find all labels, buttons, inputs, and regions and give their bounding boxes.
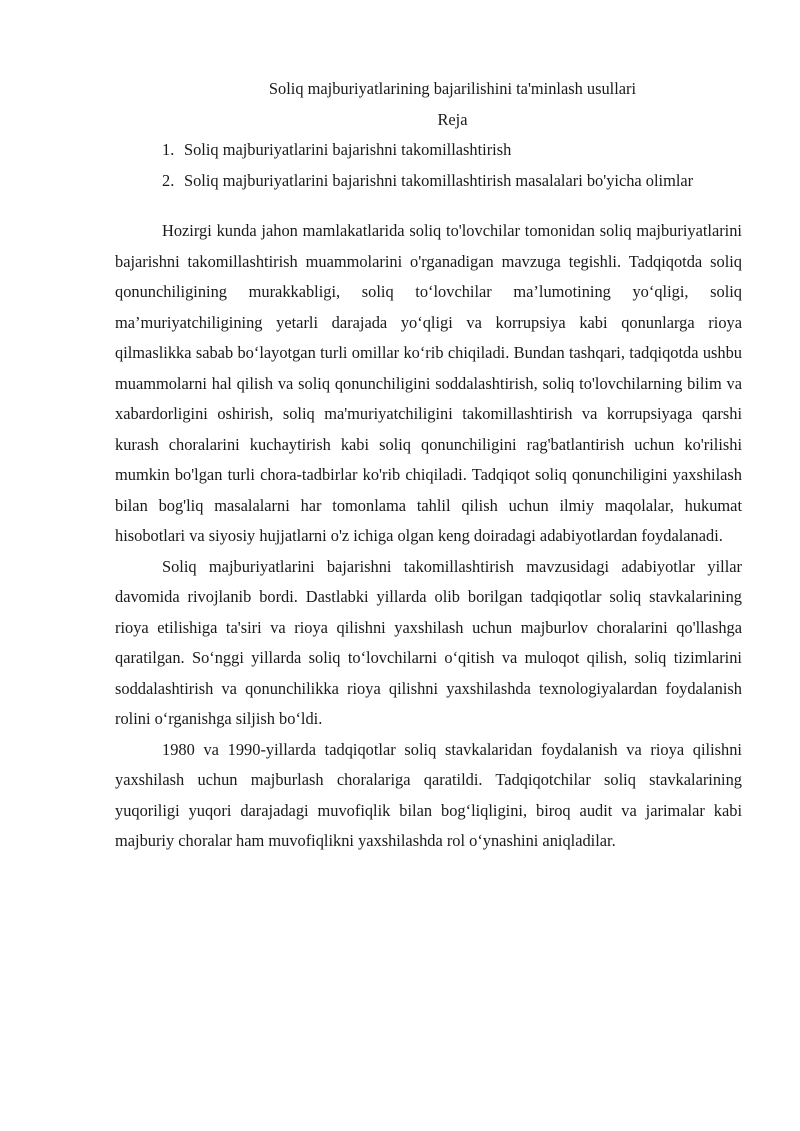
plan-item-text: Soliq majburiyatlarini bajarishni takomillashtirish <box>184 140 512 159</box>
plan-item-text: Soliq majburiyatlarini bajarishni takomillashtirish masalalari bo'yicha olimlar <box>184 170 694 190</box>
body-paragraph: Hozirgi kunda jahon mamlakatlarida soliq to'lovchilar tomonidan soliq majburiyatlarini bajarishni takomillashtirish muammolarini o'rganadigan mavzuga tegishli. Tadqiqotda soliq qonunchiligining murakkabligi, soliq to‘lovchilar ma’lumotining yo‘qligi, soliq ma’muriyatchiligining yetarli darajada yo‘qligi va korrupsiya kabi qonunlarga rioya qilmaslikka sabab bo‘layotgan turli omillar ko‘rib chiqiladi. Bundan tashqari, tadqiqotda ushbu muammolarni hal qilish va soliq qonunchiligini soddalashtirish, soliq to'lovchilarning bilim va xabardorligini oshirish, soliq ma'muriyatchiligini takomillashtirish va korrupsiyaga qarshi kurash choralarini kuchaytirish kabi soliq qonunchiligini rag'batlantirish uchun ko'rilishi mumkin bo'lgan turli chora-tadbirlar ko'rib chiqiladi. Tadqiqot soliq qonunchiligini yaxshilash bilan bog'liq masalalarni har tomonlama tahlil qilish uchun ilmiy maqolalar, hukumat hisobotlari va siyosiy hujjatlarni o'z ichiga olgan keng doiradagi adabiyotlardan foydalanadi. <box>115 221 742 545</box>
plan-heading: Reja <box>437 109 468 129</box>
plan-list <box>115 135 742 196</box>
plan-item <box>162 166 742 197</box>
section-spacer <box>115 196 742 216</box>
body-paragraph: 1980 va 1990-yillarda tadqiqotlar soliq stavkalaridan foydalanish va rioya qilishni yaxshilash uchun majburlash choralariga qaratildi. Tadqiqotchilar soliq stavkalarining yuqoriligi yuqori darajadagi muvofiqlik bilan bog‘liqligini, biroq audit va jarimalar kabi majburiy choralar ham muvofiqlikni yaxshilashda rol o‘ynashini aniqladilar. <box>115 739 742 850</box>
plan-item-number: 2. <box>162 170 175 190</box>
body-paragraph: Soliq majburiyatlarini bajarishni takomillashtirish mavzusidagi adabiyotlar yillar davomida rivojlanib bordi. Dastlabki yillarda olib borilgan tadqiqotlar soliq stavkalarining rioya etilishiga ta'siri va rioya qilishni yaxshilash uchun majburlov choralarini qo'llashga qaratilgan. So‘nggi yillarda soliq to‘lovchilarni o‘qitish va muloqot qilish, soliq tizimlarini soddalashtirish va qonunchilikka rioya qilishni yaxshilashda texnologiyalardan foydalanish rolini o‘rganishga siljish bo‘ldi. <box>115 556 742 728</box>
document-page <box>115 74 742 857</box>
document-title: Soliq majburiyatlarining bajarilishini ta'minlash usullari <box>268 79 637 98</box>
plan-item-number: 1. <box>162 140 175 159</box>
plan-item <box>162 135 742 166</box>
